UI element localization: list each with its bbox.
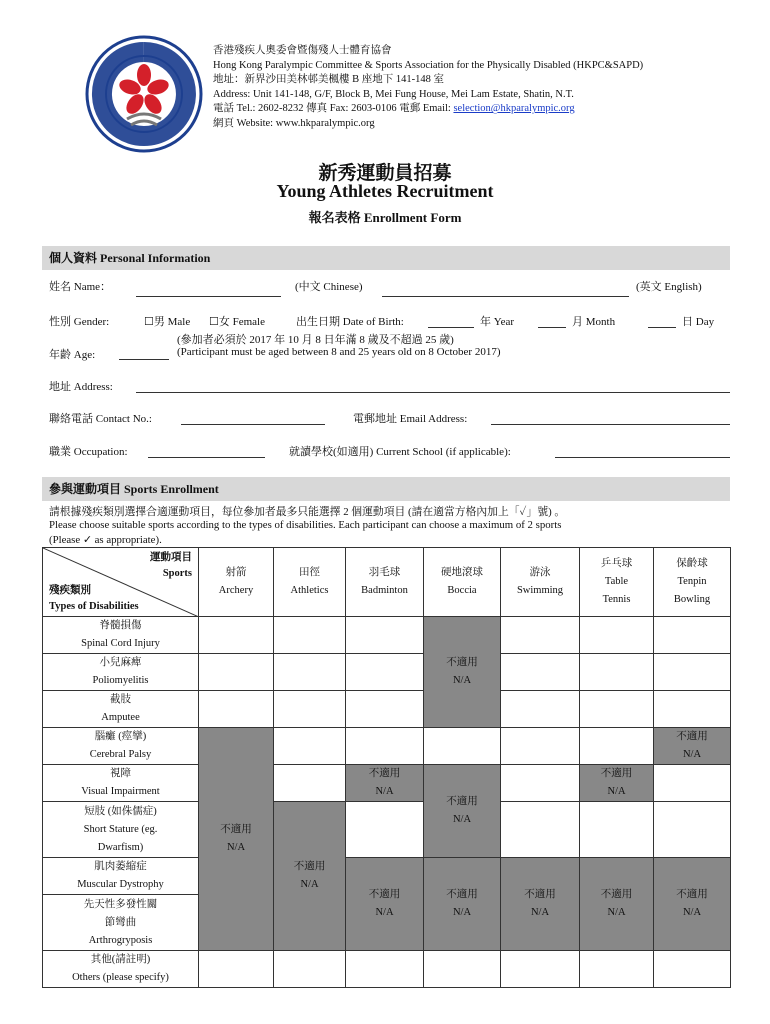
checkbox-cell[interactable]: [199, 951, 274, 988]
contact-prefix: 電話 Tel.: 2602-8232 傳真 Fax: 2603-0106 電郵 Email:: [213, 103, 454, 115]
section-personal-info: 個人資料 Personal Information: [42, 246, 730, 270]
chinese-label: (中文 Chinese): [295, 281, 363, 293]
checkbox-cell[interactable]: [424, 728, 501, 765]
checkbox-cell[interactable]: [580, 951, 654, 988]
checkbox-cell[interactable]: [580, 728, 654, 765]
col-cn: 田徑: [299, 567, 320, 578]
school-field[interactable]: [555, 457, 730, 458]
address-label: 地址 Address:: [49, 381, 113, 393]
na-en: N/A: [375, 786, 394, 797]
row-label-others: [43, 951, 199, 988]
checkbox-cell[interactable]: [580, 802, 654, 858]
title-en: Young Athletes Recruitment: [276, 181, 494, 201]
na-en: N/A: [452, 814, 472, 825]
row-label-cerebral-palsy: [43, 728, 199, 765]
school-label: 就讀學校(如適用) Current School (if applicable):: [289, 446, 511, 458]
dob-day-label: 日 Day: [682, 316, 715, 328]
na-en: N/A: [375, 907, 394, 918]
checkbox-cell[interactable]: [501, 802, 580, 858]
row-en: Visual Impairment: [81, 786, 160, 797]
checkbox-cell[interactable]: [274, 765, 346, 802]
row-en: Short Stature (eg. Dwarfism): [83, 823, 158, 853]
checkbox-cell[interactable]: [654, 617, 731, 654]
contact-field[interactable]: [181, 424, 325, 425]
row-label-poliomyelitis: [43, 654, 199, 691]
email-link[interactable]: selection@hkparalympic.org: [453, 103, 575, 115]
checkbox-cell[interactable]: [199, 617, 274, 654]
row-en: Cerebral Palsy: [89, 749, 152, 760]
checkbox-cell[interactable]: [654, 802, 731, 858]
col-en: Table Tennis: [602, 576, 631, 605]
checkbox-cell[interactable]: [501, 728, 580, 765]
na-cell: [580, 858, 654, 951]
row-label-short-stature: [43, 802, 199, 858]
dob-day-field[interactable]: [648, 327, 676, 328]
address-en: Address: Unit 141-148, G/F, Block B, Mei Fung House, Mei Lam Estate, Shatin, N.T.: [213, 88, 574, 100]
dob-month-field[interactable]: [538, 327, 566, 328]
age-label: 年齡 Age:: [49, 349, 96, 361]
col-header-table-tennis: [580, 548, 654, 617]
row-en: Poliomyelitis: [92, 675, 149, 686]
sports-table: [42, 547, 731, 988]
na-en: N/A: [607, 907, 626, 918]
sports-instr-cn: 請根據殘疾類別選擇合適運動項目，每位參加者最多只能選擇 2 個運動項目 (請在適當方格內加上「✓」號) 。: [49, 506, 566, 518]
occupation-label: 職業 Occupation:: [49, 446, 128, 458]
checkbox-cell[interactable]: [346, 617, 424, 654]
col-header-badminton: [346, 548, 424, 617]
org-name-en: Hong Kong Paralympic Committee & Sports Association for the Physically Disabled (HKPC&SAPD): [213, 59, 644, 71]
checkbox-cell[interactable]: [274, 951, 346, 988]
na-cell: [501, 858, 580, 951]
na-cn: 不適用: [676, 731, 708, 742]
dob-month-label: 月 Month: [572, 316, 616, 328]
row-en: Arthrogryposis: [88, 934, 153, 946]
age-field[interactable]: [119, 359, 169, 360]
checkbox-cell[interactable]: [580, 617, 654, 654]
checkbox-cell[interactable]: [346, 728, 424, 765]
col-en: Tenpin Bowling: [673, 576, 711, 605]
dob-year-field[interactable]: [428, 327, 474, 328]
sports-instr-en-2: (Please ✓ as appropriate).: [49, 534, 162, 546]
contact-label: 聯絡電話 Contact No.:: [49, 413, 152, 425]
row-cn: 小兒麻痺: [99, 657, 142, 668]
row-cn: 肌肉萎縮症: [94, 861, 147, 872]
na-en: N/A: [682, 749, 702, 760]
checkbox-cell[interactable]: [501, 654, 580, 691]
row-cn: 截肢: [110, 694, 131, 705]
na-en: N/A: [607, 786, 626, 797]
checkbox-cell[interactable]: [274, 728, 346, 765]
col-header-swimming: [501, 548, 580, 617]
na-en: N/A: [226, 842, 246, 853]
na-cell: [424, 858, 501, 951]
row-label-visual-impairment: [43, 765, 199, 802]
address-field[interactable]: [136, 392, 730, 393]
occupation-field[interactable]: [148, 457, 265, 458]
dob-year-label: 年 Year: [480, 316, 515, 328]
table-corner-header: [43, 548, 199, 617]
col-cn: 硬地滾球: [441, 567, 483, 578]
checkbox-cell[interactable]: [654, 691, 731, 728]
row-label-spinal-cord-injury: [43, 617, 199, 654]
na-cell: [580, 765, 654, 802]
row-en: Muscular Dystrophy: [77, 879, 164, 890]
col-header-athletics: [274, 548, 346, 617]
row-cn: 其他(請註明): [90, 954, 151, 965]
row-label-arthrogryposis: [43, 895, 199, 951]
contact-line: [213, 102, 643, 117]
sports-instr-en-1: Please choose suitable sports according to the types of disabilities. Each participant can choose a maximum of 2 sports: [49, 519, 562, 531]
age-note-cn: (參加者必須於 2017 年 10 月 8 日年滿 8 歲及不超過 25 歲): [177, 334, 454, 346]
checkbox-cell[interactable]: [346, 654, 424, 691]
checkbox-cell[interactable]: [274, 617, 346, 654]
na-cn: 不適用: [446, 657, 478, 668]
website-line[interactable]: 網頁 Website: www.hkparalympic.org: [213, 117, 375, 129]
na-cell: [346, 765, 424, 802]
checkbox-cell[interactable]: [346, 802, 424, 858]
checkbox-cell[interactable]: [501, 765, 580, 802]
female-checkbox[interactable]: ☐女 Female: [209, 316, 265, 328]
name-english-field[interactable]: [382, 296, 629, 297]
row-cn: 短肢 (如侏儒症): [84, 805, 157, 817]
col-header-boccia: [424, 548, 501, 617]
title-cn: 新秀運動員招募: [318, 163, 452, 184]
email-field[interactable]: [491, 424, 730, 425]
col-cn: 乒乓球: [600, 558, 633, 569]
row-cn: 視障: [110, 768, 131, 779]
checkbox-cell[interactable]: [346, 691, 424, 728]
col-en: Badminton: [361, 585, 408, 596]
na-cell: [199, 728, 274, 951]
corner-sports-en: Sports: [162, 568, 192, 579]
checkbox-cell[interactable]: [199, 691, 274, 728]
checkbox-cell[interactable]: [424, 951, 501, 988]
english-label: (英文 English): [636, 281, 702, 293]
na-en: N/A: [530, 907, 550, 918]
row-en: Others (please specify): [72, 972, 169, 983]
na-cn: 不適用: [600, 889, 633, 900]
na-cn: 不適用: [293, 861, 326, 872]
row-cn: 脊髓損傷: [99, 620, 142, 631]
checkbox-cell[interactable]: [274, 654, 346, 691]
checkbox-cell[interactable]: [654, 654, 731, 691]
org-header: [213, 44, 643, 132]
gender-label: 性別 Gender:: [49, 316, 110, 328]
na-cn: 不適用: [368, 768, 401, 779]
hkpc-logo: [85, 35, 203, 153]
checkbox-cell[interactable]: [654, 951, 731, 988]
row-en: Spinal Cord Injury: [81, 638, 160, 649]
row-label-amputee: [43, 691, 199, 728]
na-cell: [346, 858, 424, 951]
corner-disabilities-cn: 殘疾類別: [49, 585, 91, 596]
na-en: N/A: [452, 907, 472, 918]
checkbox-cell[interactable]: [346, 951, 424, 988]
na-en: N/A: [452, 675, 472, 686]
na-cn: 不適用: [600, 768, 633, 779]
row-cn: 腦癱 (痙攣): [94, 731, 147, 742]
na-cell: [654, 858, 731, 951]
name-chinese-field[interactable]: [136, 296, 281, 297]
col-header-tenpin-bowling: [654, 548, 731, 617]
na-cn: 不適用: [524, 889, 556, 900]
dob-label: 出生日期 Date of Birth:: [296, 316, 404, 328]
col-cn: 射箭: [225, 567, 247, 578]
corner-sports-cn: 運動項目: [150, 552, 192, 563]
col-en: Athletics: [290, 585, 329, 596]
address-cn: 地址：新界沙田美林邨美楓樓 B 座地下 141-148 室: [213, 74, 444, 86]
col-en: Archery: [218, 585, 254, 596]
row-en: Amputee: [101, 712, 140, 723]
col-en: Swimming: [516, 585, 564, 596]
checkbox-cell[interactable]: [580, 691, 654, 728]
org-name-cn: 香港殘疾人奧委會暨傷殘人士體育協會: [213, 45, 392, 56]
checkbox-cell[interactable]: [501, 691, 580, 728]
checkbox-cell[interactable]: [199, 654, 274, 691]
na-cn: 不適用: [446, 796, 478, 807]
row-cn: 先天性多發性關節彎曲: [83, 898, 158, 928]
na-cn: 不適用: [446, 889, 478, 900]
col-cn: 羽毛球: [368, 567, 401, 578]
age-note-en: (Participant must be aged between 8 and 25 years old on 8 October 2017): [177, 346, 501, 358]
name-label: 姓名 Name：: [49, 281, 112, 293]
na-en: N/A: [682, 907, 702, 918]
checkbox-cell[interactable]: [274, 691, 346, 728]
na-cell: [274, 802, 346, 951]
col-cn: 保齡球: [676, 558, 708, 569]
section-sports-enrollment: 參與運動項目 Sports Enrollment: [42, 477, 730, 501]
na-en: N/A: [300, 879, 319, 890]
na-cn: 不適用: [368, 889, 401, 900]
na-cn: 不適用: [676, 889, 708, 900]
col-en: Boccia: [447, 585, 477, 596]
checkbox-cell[interactable]: [501, 951, 580, 988]
na-cell: [424, 765, 501, 858]
checkbox-cell[interactable]: [580, 654, 654, 691]
col-cn: 游泳: [529, 567, 551, 578]
na-cn: 不適用: [220, 824, 252, 835]
checkbox-cell[interactable]: [501, 617, 580, 654]
checkbox-cell[interactable]: [654, 765, 731, 802]
na-cell: [424, 617, 501, 728]
corner-disabilities-en: Types of Disabilities: [49, 601, 139, 612]
form-subtitle: 報名表格 Enrollment Form: [308, 210, 462, 225]
col-header-archery: [199, 548, 274, 617]
row-label-muscular-dystrophy: [43, 858, 199, 895]
na-cell: [654, 728, 731, 765]
email-label: 電郵地址 Email Address:: [353, 413, 468, 425]
male-checkbox[interactable]: ☐男 Male: [144, 316, 191, 328]
